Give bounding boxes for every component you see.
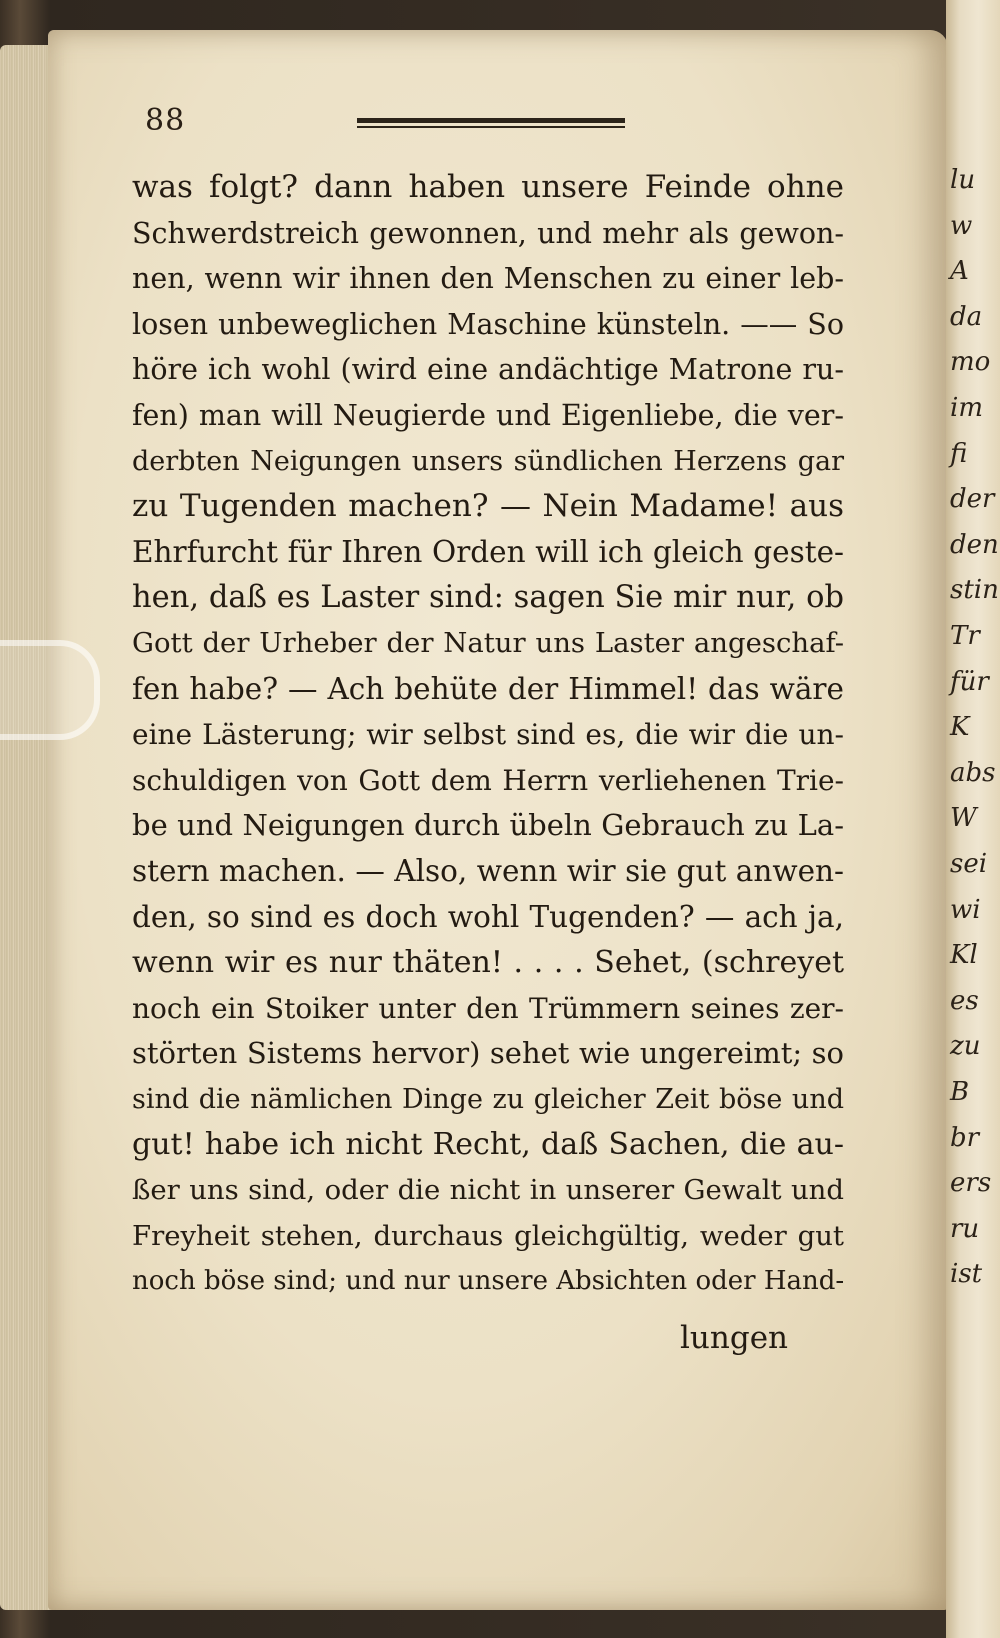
next-page-fragment: W (950, 803, 977, 834)
next-page-fragment: lu (950, 165, 976, 195)
next-page-fragment: Tr (950, 621, 980, 651)
text-line: schuldigen von Gott dem Herrn verliehenen Trie- (132, 763, 844, 797)
next-page-fragment: zu (950, 1031, 981, 1062)
next-page-fragment: sei (950, 849, 988, 879)
next-page-fragment: abs (950, 757, 996, 788)
text-line: ßer uns sind, oder die nicht in unserer Gewalt und (132, 1174, 844, 1207)
next-page-fragment: da (950, 301, 983, 332)
text-line: eine Lästerung; wir selbst sind es, die wir die un- (132, 718, 844, 752)
next-page-fragment: B (950, 1077, 970, 1107)
next-page-fragment: den (950, 529, 999, 560)
text-line: Gott der Urheber der Natur uns Laster angeschaf- (132, 626, 844, 659)
text-line: hen, daß es Laster sind: sagen Sie mir nur, ob (132, 580, 844, 616)
text-line: noch böse sind; und nur unsere Absichten oder Hand- (132, 1266, 845, 1297)
next-page-fragment: stin (950, 575, 999, 606)
text-line: be und Neigungen durch übeln Gebrauch zu La- (132, 808, 844, 843)
header-rule (357, 118, 625, 130)
next-page-fragment: wi (950, 894, 981, 925)
next-page-edge (946, 0, 1000, 1638)
next-page-fragment: A (950, 256, 969, 287)
next-page-fragment: fi (950, 438, 968, 469)
next-page-fragment: es (950, 985, 979, 1016)
text-line: wenn wir es nur thäten! . . . . Sehet, (schreyet (132, 945, 844, 981)
next-page-fragment: der (950, 484, 995, 515)
text-line: sind die nämlichen Dinge zu gleicher Zeit böse und (132, 1083, 844, 1115)
text-line: Ehrfurcht für Ihren Orden will ich gleich geste- (132, 534, 844, 569)
next-page-fragment: w (950, 210, 973, 241)
next-page-fragment: ist (950, 1259, 983, 1290)
text-line: Schwerdstreich gewonnen, und mehr als gewon- (132, 216, 844, 250)
text-line: gut! habe ich nicht Recht, daß Sachen, die au- (132, 1127, 844, 1163)
text-line: was folgt? dann haben unsere Feinde ohne (132, 169, 844, 205)
text-line: den, so sind es doch wohl Tugenden? — ach ja, (132, 899, 844, 934)
page-number: 88 (145, 103, 186, 138)
text-line: stern machen. — Also, wenn wir sie gut anwen- (132, 853, 844, 888)
text-line: zu Tugenden machen? — Nein Madame! aus (132, 488, 844, 525)
body-text (132, 165, 844, 1305)
text-line: höre ich wohl (wird eine andächtige Matrone ru- (132, 353, 844, 387)
next-page-fragment: ru (950, 1213, 980, 1244)
text-line: fen) man will Neugierde und Eigenliebe, die ver- (132, 398, 844, 432)
catchword: lungen (680, 1320, 789, 1356)
text-line: fen habe? — Ach behüte der Himmel! das wäre (132, 671, 844, 706)
page-clip (0, 640, 100, 740)
next-page-fragment: mo (950, 347, 991, 378)
text-line: Freyheit stehen, durchaus gleichgültig, weder gut (132, 1219, 844, 1252)
next-page-fragment: K (950, 712, 970, 743)
text-line: derbten Neigungen unsers sündlichen Herzens gar (132, 445, 844, 477)
text-line: losen unbeweglichen Maschine künsteln. —— So (132, 307, 844, 341)
text-line: störten Sistems hervor) sehet wie ungereimt; so (132, 1036, 844, 1071)
next-page-fragment: br (950, 1122, 980, 1153)
next-page-fragment: Kl (950, 940, 978, 971)
next-page-fragment: ers (950, 1168, 992, 1199)
next-page-fragment: im (950, 393, 983, 423)
text-line: nen, wenn wir ihnen den Menschen zu einer leb- (132, 262, 844, 296)
text-line: noch ein Stoiker unter den Trümmern seines zer- (132, 991, 844, 1025)
next-page-fragment: für (950, 666, 989, 697)
